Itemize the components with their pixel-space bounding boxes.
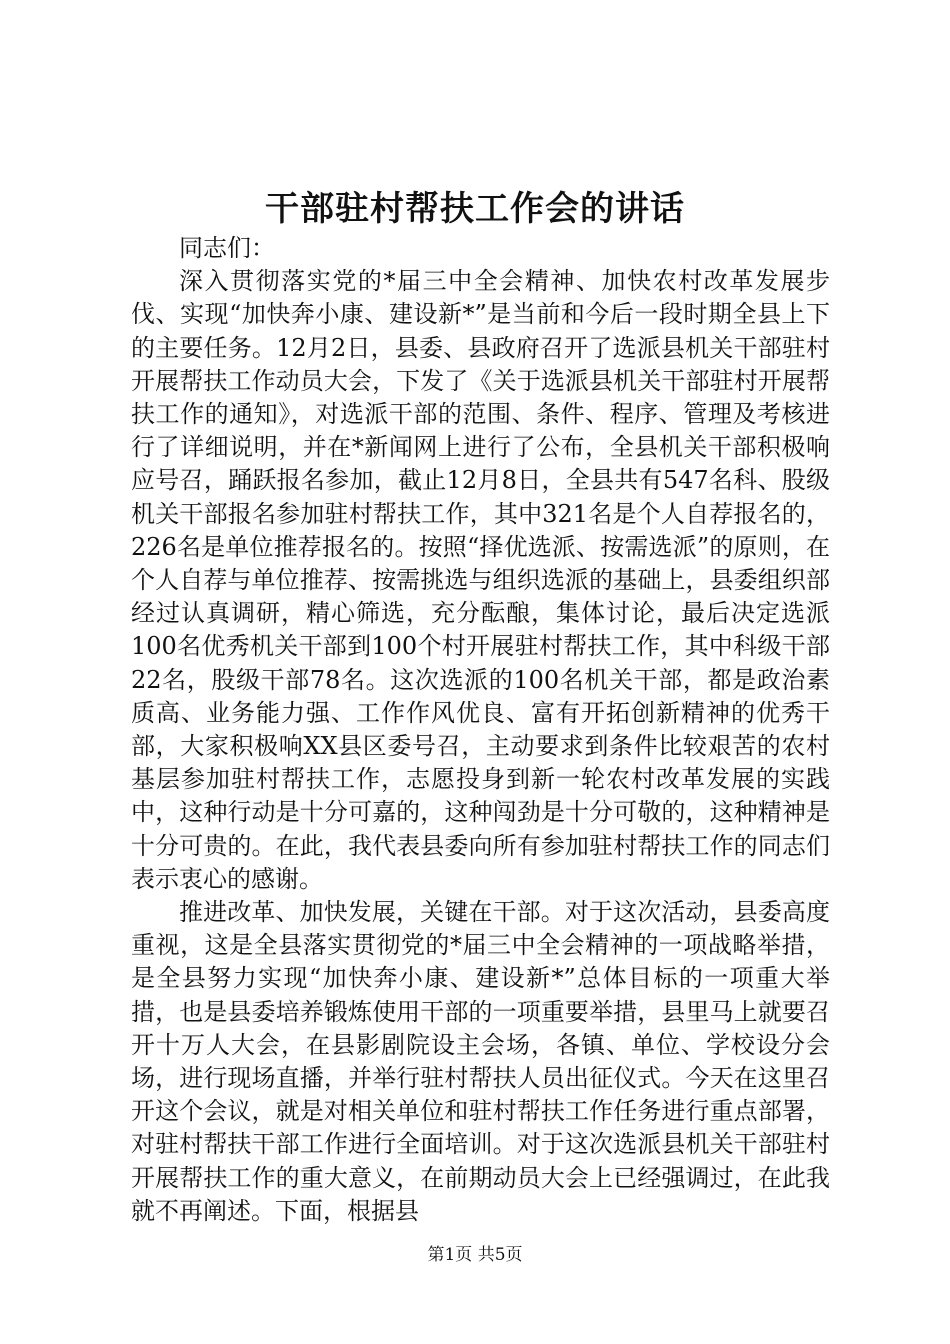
paragraph-2: 推进改革、加快发展，关键在干部。对于这次活动，县委高度重视，这是全县落实贯彻党的*届三中全会精神的一项战略举措，是全县努力实现“加快奔小康、建设新*”总体目标的一项重大举措，也是县委培养锻炼使用干部的一项重要举措，县里马上就要召开十万人大会，在县影剧院设主会场，各镇、单位、学校设分会场，进行现场直播，并举行驻村帮扶人员出征仪式。今天在这里召开这个会议，就是对相关单位和驻村帮扶工作任务进行重点部署，对驻村帮扶干部工作进行全面培训。对于这次选派县机关干部驻村开展帮扶工作的重大意义，在前期动员大会上已经强调过，在此我就不再阐述。下面，根据县 bbox=[131, 898, 830, 1225]
document-body bbox=[131, 232, 830, 1228]
page-footer: 第1页 共5页 bbox=[427, 1245, 523, 1265]
document-title: 干部驻村帮扶工作会的讲话 bbox=[265, 189, 685, 229]
greeting: 同志们： bbox=[179, 234, 275, 262]
paragraph-1: 深入贯彻落实党的*届三中全会精神、加快农村改革发展步伐、实现“加快奔小康、建设新*”是当前和今后一段时期全县上下的主要任务。12月2日，县委、县政府召开了选派县机关干部驻村开展帮扶工作动员大会，下发了《关于选派县机关干部驻村开展帮扶工作的通知》，对选派干部的范围、条件、程序、管理及考核进行了详细说明，并在*新闻网上进行了公布，全县机关干部积极响应号召，踊跃报名参加，截止12月8日，全县共有547名科、股级机关干部报名参加驻村帮扶工作，其中321名是个人自荐报名的，226名是单位推荐报名的。按照“择优选派、按需选派”的原则，在个人自荐与单位推荐、按需挑选与组织选派的基础上，县委组织部经过认真调研，精心筛选，充分酝酿，集体讨论，最后决定选派100名优秀机关干部到100个村开展驻村帮扶工作，其中科级干部22名，股级干部78名。这次选派的100名机关干部，都是政治素质高、业务能力强、工作作风优良、富有开拓创新精神的优秀干部，大家积极响XX县区委号召，主动要求到条件比较艰苦的农村基层参加驻村帮扶工作，志愿投身到新一轮农村改革发展的实践中，这种行动是十分可嘉的，这种闯劲是十分可敬的，这种精神是十分可贵的。在此，我代表县委向所有参加驻村帮扶工作的同志们表示衷心的感谢。 bbox=[131, 267, 830, 893]
